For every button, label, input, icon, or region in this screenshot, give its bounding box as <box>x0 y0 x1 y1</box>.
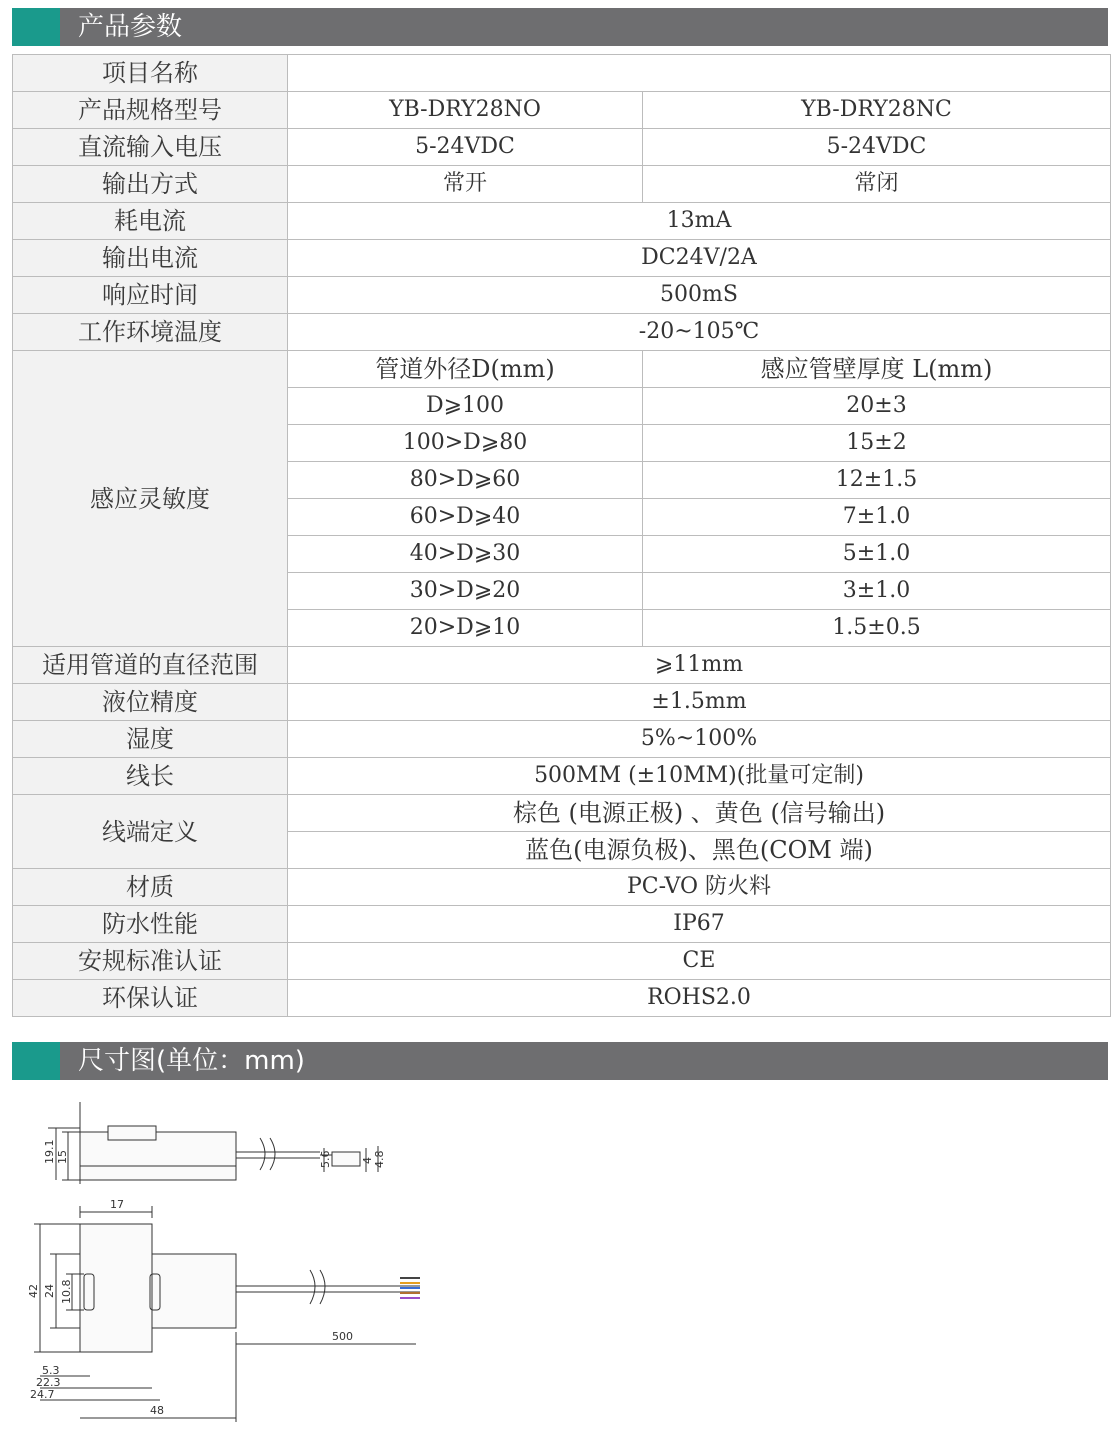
row-label: 线长 <box>13 758 288 795</box>
table-row <box>13 203 1111 240</box>
table-row <box>13 980 1111 1017</box>
row-label: 输出电流 <box>13 240 288 277</box>
sensitivity-l: 15±2 <box>643 425 1111 462</box>
sensor-body-top <box>80 1132 236 1180</box>
row-value: IP67 <box>288 906 1111 943</box>
sensor-clip-top <box>108 1126 156 1140</box>
row-label: 安规标准认证 <box>13 943 288 980</box>
dim-label: 10.8 <box>60 1279 73 1304</box>
row-value: ±1.5mm <box>288 684 1111 721</box>
table-row <box>13 684 1111 721</box>
section-header-params <box>12 8 1108 46</box>
row-label: 湿度 <box>13 721 288 758</box>
table-row <box>13 943 1111 980</box>
wiring-line-1: 棕色 (电源正极) 、黄色 (信号输出) <box>288 795 1111 832</box>
sensitivity-d: 60>D⩾40 <box>288 499 643 536</box>
table-row <box>13 906 1111 943</box>
sensitivity-label: 感应灵敏度 <box>13 351 288 647</box>
table-row <box>13 721 1111 758</box>
section-title: 尺寸图(单位：mm) <box>78 1046 305 1076</box>
row-label: 输出方式 <box>13 166 288 203</box>
dim-label: 5.3 <box>42 1364 60 1377</box>
dim-label: 22.3 <box>36 1376 61 1389</box>
table-row <box>13 240 1111 277</box>
row-value: DC24V/2A <box>288 240 1111 277</box>
output-mode-no: 常开 <box>288 166 643 203</box>
row-label: 防水性能 <box>13 906 288 943</box>
row-label: 产品规格型号 <box>13 92 288 129</box>
section-accent <box>12 8 60 46</box>
dim-label: 17 <box>110 1198 124 1211</box>
dim-label: 4.8 <box>373 1150 386 1168</box>
dimension-drawing <box>20 1092 440 1432</box>
table-row <box>13 351 1111 388</box>
table-row <box>13 314 1111 351</box>
sensitivity-d: D⩾100 <box>288 388 643 425</box>
model-nc: YB-DRY28NC <box>643 92 1111 129</box>
section-header-dimensions <box>12 1042 1108 1080</box>
table-row <box>13 129 1111 166</box>
row-label: 材质 <box>13 869 288 906</box>
wiring-label: 线端定义 <box>13 795 288 869</box>
sensitivity-l: 5±1.0 <box>643 536 1111 573</box>
sensitivity-d: 30>D⩾20 <box>288 573 643 610</box>
row-label: 直流输入电压 <box>13 129 288 166</box>
wire-tips <box>400 1278 420 1298</box>
row-value: 5%~100% <box>288 721 1111 758</box>
table-row <box>13 647 1111 684</box>
dimension-drawing-svg <box>20 1092 440 1432</box>
sensitivity-d: 80>D⩾60 <box>288 462 643 499</box>
dim-label: 24 <box>43 1284 56 1298</box>
dim-label: 48 <box>150 1404 164 1417</box>
voltage-nc: 5-24VDC <box>643 129 1111 166</box>
table-row <box>13 92 1111 129</box>
dim-label: 19.1 <box>43 1139 56 1164</box>
row-label: 响应时间 <box>13 277 288 314</box>
row-label: 液位精度 <box>13 684 288 721</box>
row-value: ROHS2.0 <box>288 980 1111 1017</box>
sensitivity-header-l: 感应管壁厚度 L(mm) <box>643 351 1111 388</box>
connector-plug <box>332 1152 360 1166</box>
sensitivity-l: 1.5±0.5 <box>643 610 1111 647</box>
sensitivity-l: 20±3 <box>643 388 1111 425</box>
section-title: 产品参数 <box>78 12 183 42</box>
sensor-clamp <box>80 1224 152 1352</box>
output-mode-nc: 常闭 <box>643 166 1111 203</box>
row-value: CE <box>288 943 1111 980</box>
dim-label: 24.7 <box>30 1388 55 1401</box>
dim-label: 5.6 <box>319 1150 332 1168</box>
row-label: 环保认证 <box>13 980 288 1017</box>
table-row <box>13 166 1111 203</box>
dim-label: 500 <box>332 1330 353 1343</box>
row-label: 适用管道的直径范围 <box>13 647 288 684</box>
row-value: PC-VO 防火料 <box>288 869 1111 906</box>
row-label: 工作环境温度 <box>13 314 288 351</box>
row-label: 项目名称 <box>13 55 288 92</box>
sensitivity-l: 12±1.5 <box>643 462 1111 499</box>
sensitivity-d: 20>D⩾10 <box>288 610 643 647</box>
voltage-no: 5-24VDC <box>288 129 643 166</box>
table-row <box>13 795 1111 832</box>
row-value: ⩾11mm <box>288 647 1111 684</box>
row-value: -20~105℃ <box>288 314 1111 351</box>
table-row <box>13 869 1111 906</box>
section-accent <box>12 1042 60 1080</box>
dim-label: 15 <box>56 1150 69 1164</box>
dim-label: 42 <box>27 1284 40 1298</box>
row-value: 500mS <box>288 277 1111 314</box>
sensitivity-d: 100>D⩾80 <box>288 425 643 462</box>
sensitivity-l: 7±1.0 <box>643 499 1111 536</box>
model-no: YB-DRY28NO <box>288 92 643 129</box>
row-value: 13mA <box>288 203 1111 240</box>
sensitivity-l: 3±1.0 <box>643 573 1111 610</box>
row-value: 500MM (±10MM)(批量可定制) <box>288 758 1111 795</box>
wiring-line-2: 蓝色(电源负极)、黑色(COM 端) <box>288 832 1111 869</box>
row-label: 耗电流 <box>13 203 288 240</box>
sensitivity-header-d: 管道外径D(mm) <box>288 351 643 388</box>
spec-table <box>12 54 1111 1017</box>
table-row <box>13 277 1111 314</box>
dim-label: 4 <box>361 1157 374 1164</box>
table-row <box>13 55 1111 92</box>
table-row <box>13 758 1111 795</box>
sensitivity-d: 40>D⩾30 <box>288 536 643 573</box>
row-value <box>288 55 1111 92</box>
